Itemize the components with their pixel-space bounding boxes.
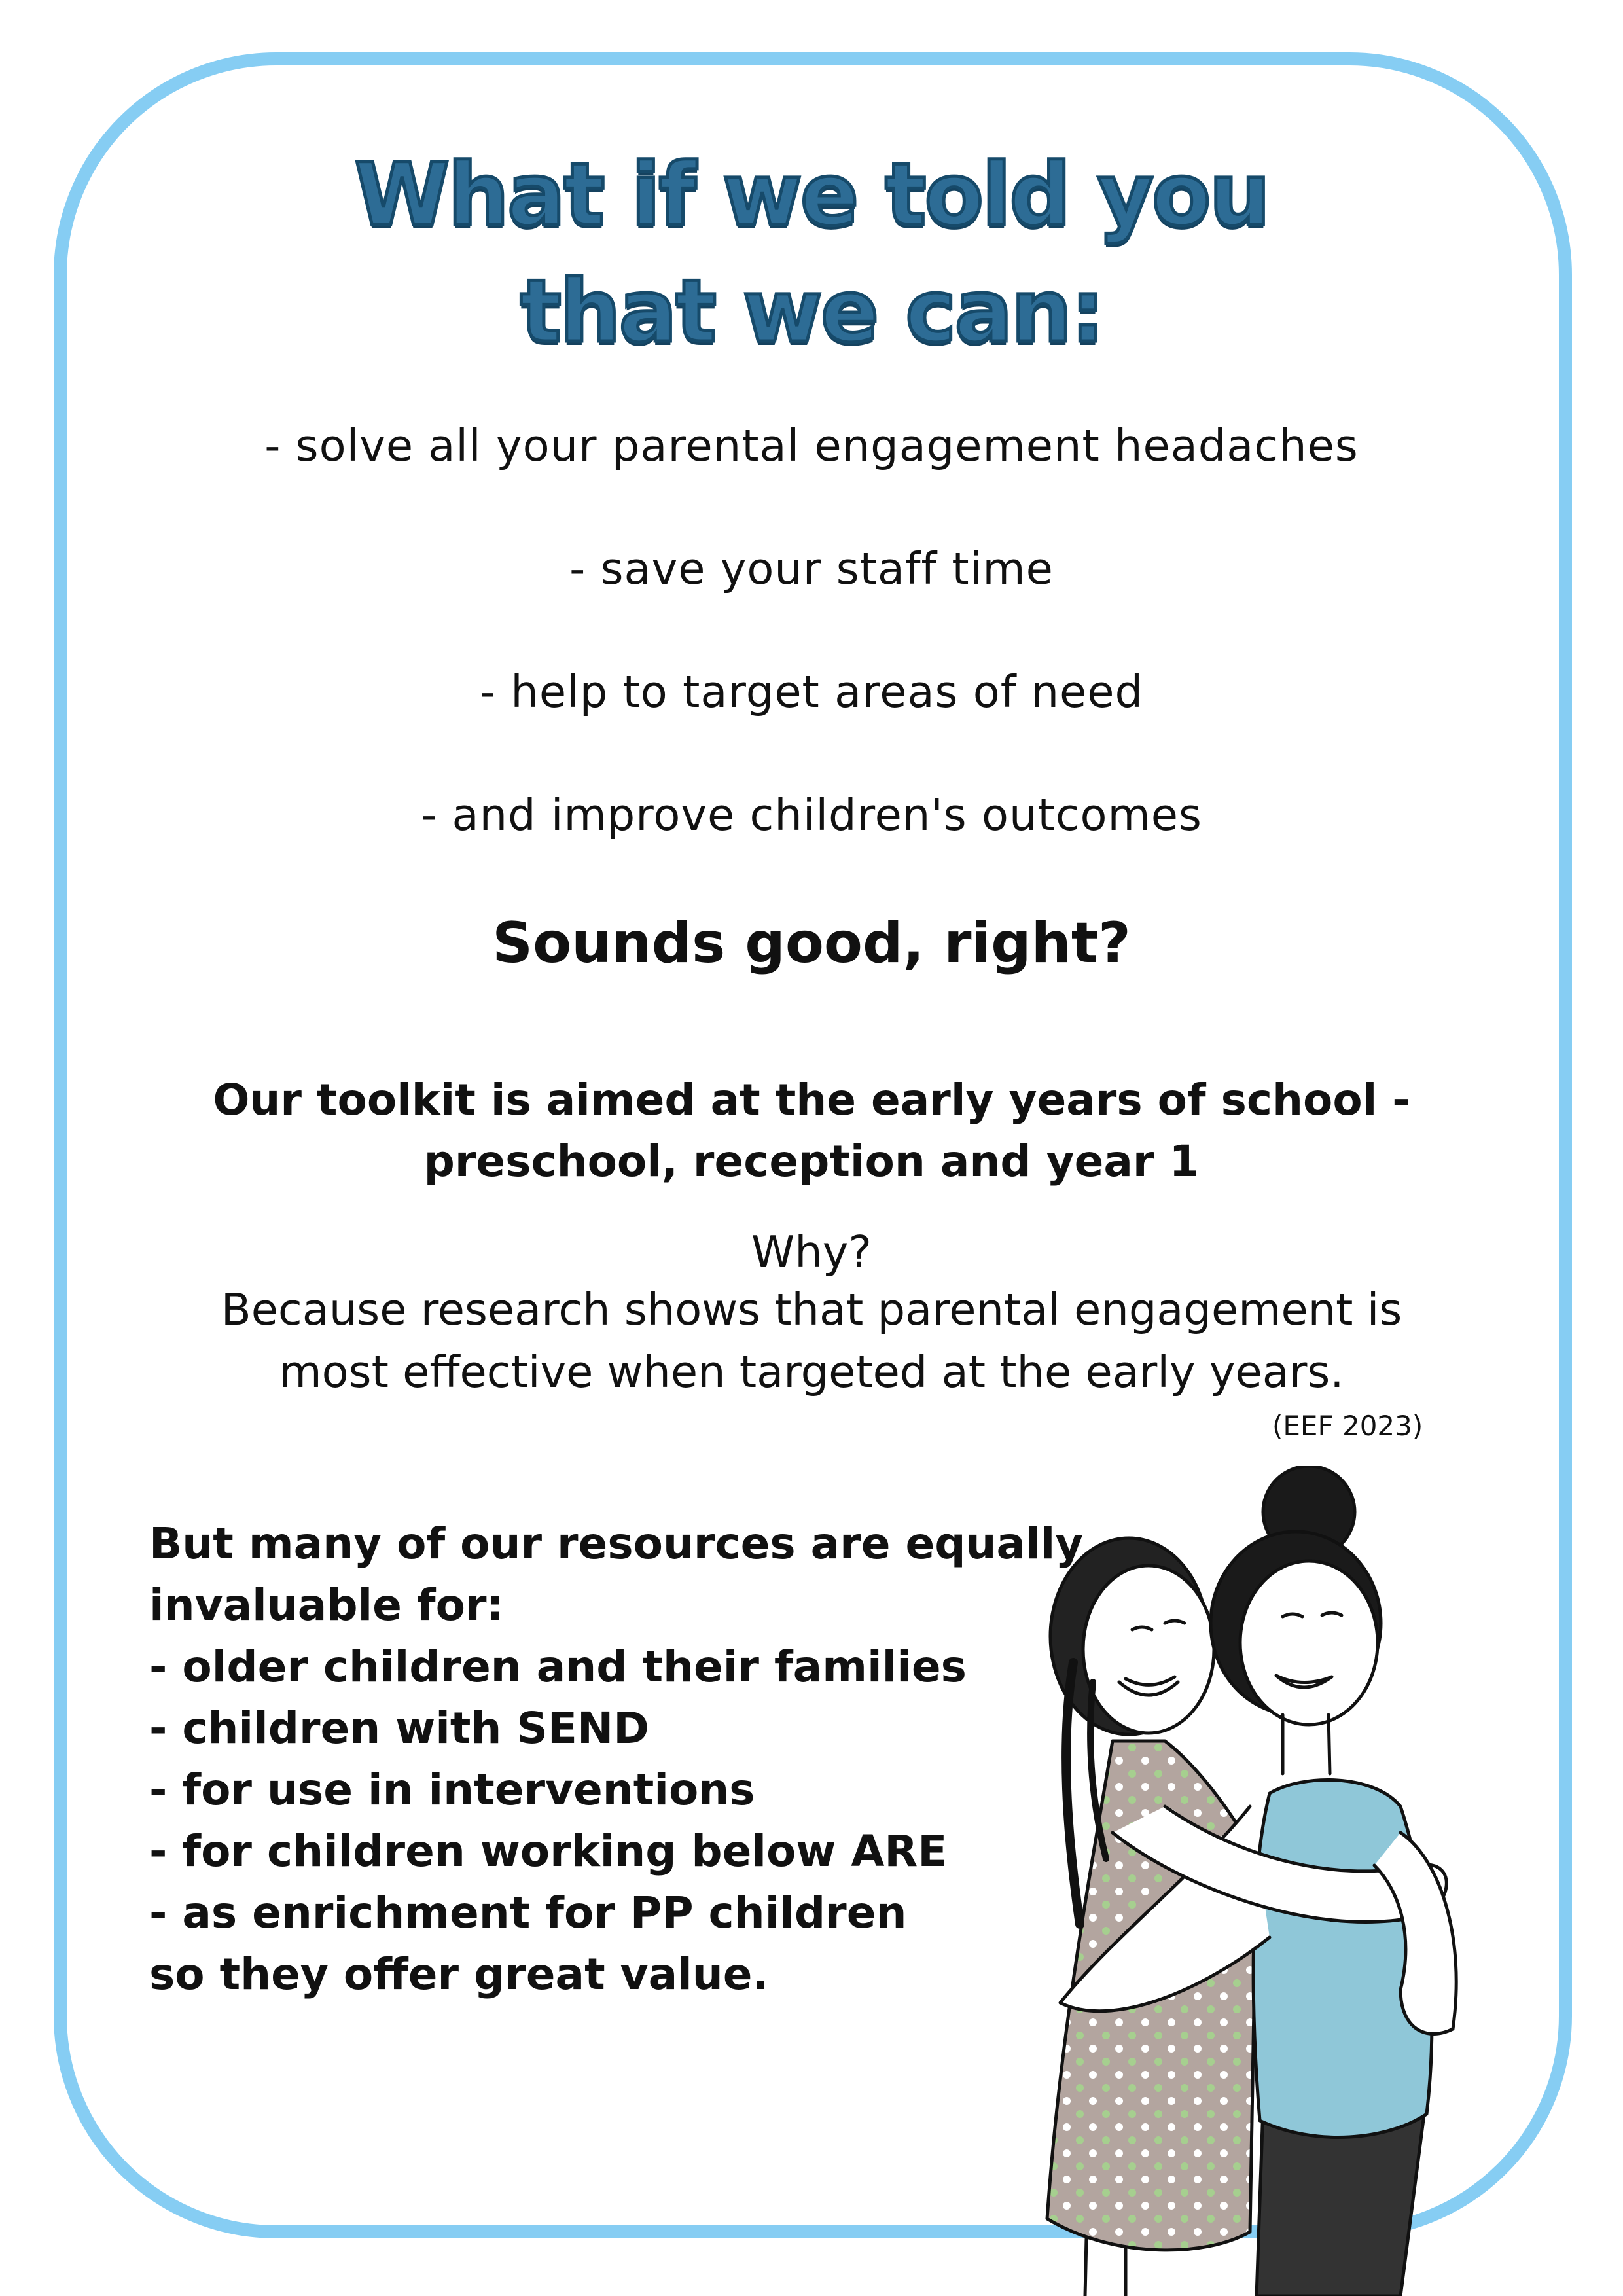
uses-item: - for use in interventions (149, 1765, 755, 1815)
uses-intro-line-1: But many of our resources are equally (149, 1518, 1084, 1569)
uses-item: - children with SEND (149, 1703, 649, 1753)
uses-item: - for children working below ARE (149, 1826, 948, 1876)
headline-line-2: that we can: (520, 261, 1103, 362)
uses-closing: so they offer great value. (149, 1949, 769, 2000)
why-answer-line-1: Because research shows that parental engagement is (221, 1284, 1402, 1335)
uses-item: - older children and their families (149, 1641, 967, 1692)
claim-item: - solve all your parental engagement headaches (264, 420, 1359, 471)
aim-line-1: Our toolkit is aimed at the early years of school - (213, 1075, 1410, 1125)
tagline: Sounds good, right? (492, 910, 1131, 976)
why-answer-line-2: most effective when targeted at the early years. (279, 1346, 1344, 1397)
why-question: Why? (751, 1227, 872, 1278)
claim-item: - save your staff time (569, 543, 1054, 594)
two-children-hugging-illustration (1034, 1466, 1531, 2296)
uses-intro-line-2: invaluable for: (149, 1580, 504, 1630)
headline-line-1: What if we told you (354, 145, 1269, 245)
claim-item: - help to target areas of need (479, 666, 1144, 717)
aim-line-2: preschool, reception and year 1 (423, 1136, 1200, 1187)
uses-item: - as enrichment for PP children (149, 1888, 907, 1938)
claim-item: - and improve children's outcomes (421, 789, 1202, 840)
reference-citation: (EEF 2023) (1272, 1410, 1423, 1442)
